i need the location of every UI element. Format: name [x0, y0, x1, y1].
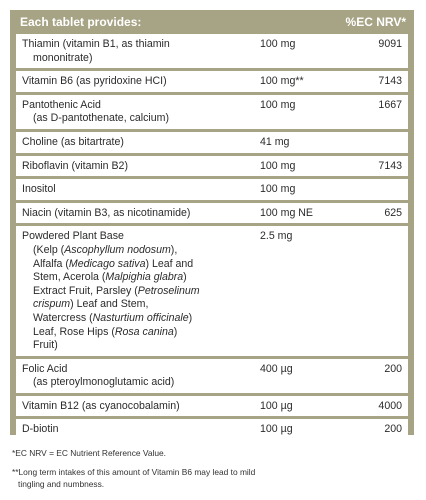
nutrient-label: Folic Acid [22, 362, 68, 375]
nutrient-amount: 100 mg [256, 34, 350, 68]
nutrient-nrv: 4000 [350, 396, 408, 417]
nutrient-nrv: 200 [350, 359, 408, 393]
nutrient-amount: 100 mg** [256, 71, 350, 92]
footnote-b6-line2: tingling and numbness. [18, 479, 105, 489]
footnote-nrv: *EC NRV = EC Nutrient Reference Value. [12, 448, 166, 458]
nutrient-nrv: 200 [350, 419, 408, 440]
table-row [16, 226, 408, 355]
nutrient-table [16, 31, 408, 443]
nutrient-nrv [350, 132, 408, 153]
nutrient-sublabel: mononitrate) [33, 51, 93, 64]
nutrient-amount: 41 mg [256, 132, 350, 153]
nutrient-name: Vitamin B6 (as pyridoxine HCI) [16, 71, 256, 92]
table-row [16, 359, 408, 393]
nutrient-name: Vitamin B12 (as cyanocobalamin) [16, 396, 256, 417]
nutrient-nrv [350, 179, 408, 200]
nutrient-nrv: 7143 [350, 156, 408, 177]
header-nrv: %EC NRV* [345, 15, 406, 29]
nutrient-nrv: 7143 [350, 71, 408, 92]
nutrient-amount: 2.5 mg [256, 226, 350, 355]
table-row [16, 203, 408, 224]
nutrient-name [16, 226, 256, 355]
table-row [16, 156, 408, 177]
nutrient-amount: 100 mg [256, 179, 350, 200]
nutrient-nrv: 1667 [350, 95, 408, 129]
nutrient-amount: 100 µg [256, 419, 350, 440]
footnote-b6 [12, 466, 414, 490]
header-each-tablet: Each tablet provides: [20, 15, 142, 29]
nutrient-label: Thiamin (vitamin B1, as thiamin [22, 38, 170, 50]
table-row [16, 95, 408, 129]
nutrient-nrv [350, 226, 408, 355]
table-row [16, 419, 408, 440]
nutrient-name: D-biotin [16, 419, 256, 440]
plant-base-ingredients: (Kelp (Ascophyllum nodosum), Alfalfa (Medicago sativa) Leaf and Stem, Acerola (Malpighia glabra) Extract Fruit, Parsley (Petroselinum crispum) Leaf and Stem, Watercress (Nasturtium officinale) Leaf, Rose Hips (Rosa canina) Fruit) [33, 243, 200, 352]
nutrition-panel [10, 10, 414, 435]
nutrient-name: Riboflavin (vitamin B2) [16, 156, 256, 177]
nutrient-sublabel: (as D-pantothenate, calcium) [33, 112, 170, 125]
nutrient-amount: 100 mg NE [256, 203, 350, 224]
table-row [16, 34, 408, 68]
nutrient-name [16, 359, 256, 393]
nutrient-label: Pantothenic Acid [22, 98, 101, 111]
nutrient-nrv: 9091 [350, 34, 408, 68]
nutrient-label: Powdered Plant Base [22, 230, 124, 243]
nutrient-name [16, 34, 256, 68]
table-row [16, 179, 408, 200]
nutrient-name: Niacin (vitamin B3, as nicotinamide) [16, 203, 256, 224]
nutrient-amount: 100 µg [256, 396, 350, 417]
footnote-b6-line1: **Long term intakes of this amount of Vitamin B6 may lead to mild [12, 467, 256, 477]
table-row [16, 132, 408, 153]
nutrient-name: Choline (as bitartrate) [16, 132, 256, 153]
table-row [16, 396, 408, 417]
nutrient-amount: 400 µg [256, 359, 350, 393]
nutrient-amount: 100 mg [256, 95, 350, 129]
nutrient-name: Inositol [16, 179, 256, 200]
nutrient-nrv: 625 [350, 203, 408, 224]
nutrient-amount: 100 mg [256, 156, 350, 177]
nutrient-name [16, 95, 256, 129]
table-row [16, 71, 408, 92]
nutrient-sublabel: (as pteroylmonoglutamic acid) [33, 376, 175, 389]
